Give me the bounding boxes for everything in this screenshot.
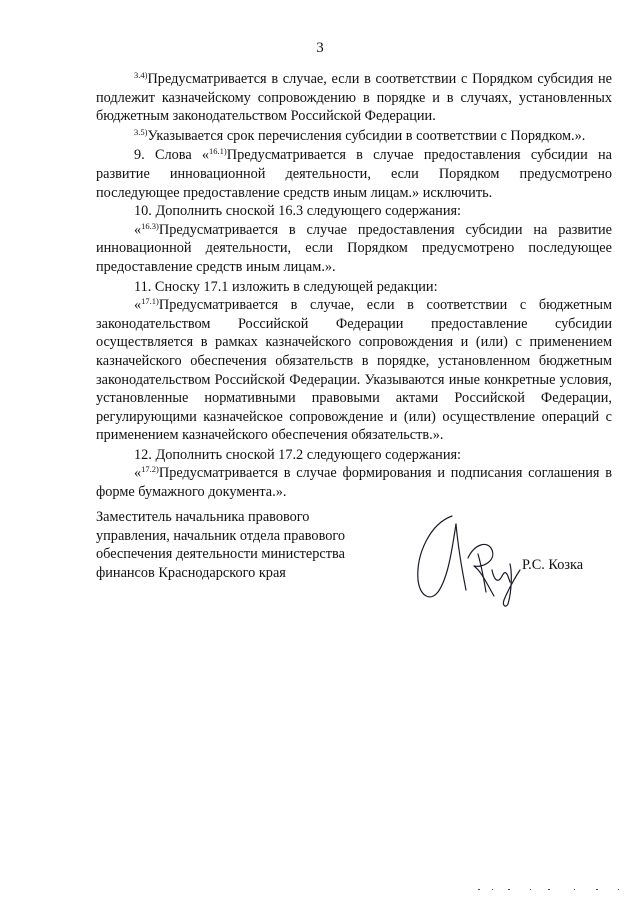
footnote-marker: 17.2): [141, 464, 159, 475]
footnote-17-1: [96, 296, 612, 445]
signer-position: [96, 508, 396, 582]
paragraph-text: Предусматривается в случае формирования и подписания соглашения в форме бумажного документа.».: [96, 465, 612, 501]
paragraph-prefix: «: [134, 465, 142, 482]
paragraph-prefix: 9. Слова «: [134, 147, 210, 164]
paragraph-text: 11. Сноску 17.1 изложить в следующей редакции:: [134, 278, 438, 295]
signer-position-line: Заместитель начальника правового: [96, 509, 310, 525]
footnote-3-5: [96, 127, 612, 146]
signer-name: Р.С. Козка: [522, 557, 584, 573]
footnote-marker: 3.5): [134, 126, 148, 137]
signer-position-line: управления, начальник отдела правового: [96, 527, 346, 544]
item-9: [96, 146, 612, 202]
footnote-marker: 3.4): [134, 70, 148, 80]
signer-position-line: обеспечения деятельности министерства: [96, 546, 345, 563]
paragraph-text: 12. Дополнить сноской 17.2 следующего содержания:: [134, 446, 462, 463]
signer-position-line: финансов Краснодарского края: [96, 564, 286, 581]
footnote-3-4: [96, 70, 612, 126]
footnote-17-2: [96, 464, 612, 501]
paragraph-text: Предусматривается в случае предоставления субсидии на развитие инновационной деятельности, если Порядком предусмотрено последующее предоставление средств иным лицам.».: [96, 221, 612, 275]
item-12: [96, 446, 612, 465]
paragraph-text: Предусматривается в случае, если в соответствии с бюджетным законодательством Российской Федерации предоставление субсидии осуществляется в рамках казначейского сопровождения и (или) с применением казначейского обеспечения обязательств в порядке, установленном бюджетным законодательством Российской Федерации. Указываются иные конкретные условия, установленные нормативными правовыми актами Российской Федерации, регулирующими казначейское сопровождение и (или) осуществление операций с применением казначейского обеспечения обязательств.».: [96, 297, 612, 444]
paragraph-prefix: «: [134, 221, 142, 238]
document-body: [96, 70, 612, 502]
footnote-16-3: [96, 221, 612, 277]
item-11: [96, 278, 612, 297]
paragraph-text: Предусматривается в случае, если в соответствии с Порядком субсидия не подлежит казначейскому сопровождению в порядке и в случаях, установленных бюджетным законодательством Российской Федерации.: [96, 71, 612, 125]
footnote-marker: 16.3): [141, 220, 159, 231]
paragraph-text: 10. Дополнить сноской 16.3 следующего содержания:: [134, 203, 462, 220]
paragraph-text: Указывается срок перечисления субсидии в соответствии с Порядком.».: [147, 127, 586, 144]
handwritten-signature: [408, 510, 538, 610]
item-10: [96, 202, 612, 221]
paragraph-text: Предусматривается в случае предоставления субсидии на развитие инновационной деятельности, если Порядком предусмотрено последующее предоставление средств иным лицам.» исключить.: [96, 147, 612, 201]
page-number: 3: [316, 40, 324, 56]
footnote-marker: 16.1): [209, 146, 227, 157]
scan-artifact: [478, 888, 628, 892]
paragraph-prefix: «: [134, 297, 142, 314]
footnote-marker: 17.1): [141, 296, 159, 307]
